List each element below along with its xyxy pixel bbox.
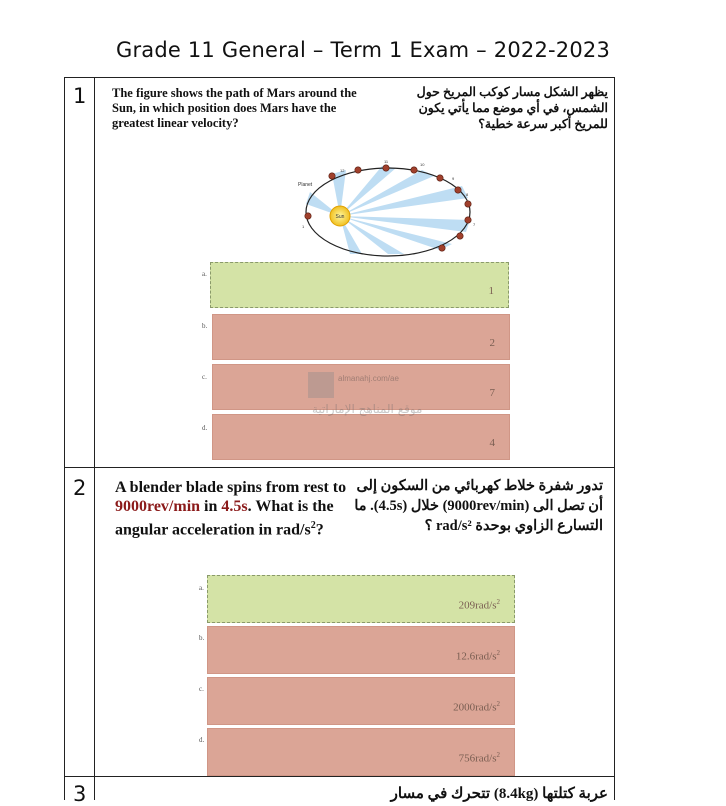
question-number: 3: [73, 782, 87, 806]
answer-option-d[interactable]: [207, 728, 515, 776]
mars-position-marker: [305, 213, 311, 219]
option-value-text: 209rad/s: [458, 600, 497, 612]
row-separator: [64, 776, 615, 777]
option-letter: b.: [202, 322, 208, 330]
answer-option-b[interactable]: [212, 314, 510, 360]
answer-option-c[interactable]: [207, 677, 515, 725]
question-text-part: . What is the angular acceleration in rad/s: [115, 498, 334, 539]
table-border-top: [64, 77, 615, 78]
watermark-text: almanahj.com/ae: [338, 374, 399, 383]
position-label: 10: [420, 162, 425, 167]
question-number: 2: [73, 476, 87, 500]
mars-position-marker: [465, 201, 471, 207]
question-highlight: 4.5s: [221, 498, 248, 515]
page-title: Grade 11 General – Term 1 Exam – 2022-2023: [115, 38, 611, 62]
question-highlight: 9000rev/min: [115, 498, 201, 515]
question-text-part: A blender blade spins from rest to: [115, 479, 347, 496]
superscript: 2: [496, 700, 500, 709]
answer-option-b[interactable]: [207, 626, 515, 674]
position-label: 8: [466, 192, 469, 197]
watermark-logo: [308, 372, 334, 398]
option-letter: d.: [202, 424, 208, 432]
table-border-divider: [94, 77, 95, 800]
position-label: 11: [384, 159, 389, 164]
superscript: 2: [496, 751, 500, 760]
question-text-ar: تدور شفرة خلاط كهربائي من السكون إلى أن تصل الى (9000rev/min) خلال (4.5s). ما التسارع الزاوي بوحدة rad/s² ؟: [354, 478, 603, 534]
superscript: 2: [496, 649, 500, 658]
answer-option-d[interactable]: [212, 414, 510, 460]
mars-position-marker: [411, 167, 417, 173]
option-letter: c.: [199, 685, 204, 693]
question-text-part: ?: [315, 521, 324, 539]
option-value: 2: [489, 337, 495, 349]
mars-position-marker: [455, 187, 461, 193]
option-value: 1: [488, 285, 494, 297]
option-letter: a.: [202, 270, 207, 278]
option-value: 7: [489, 387, 495, 399]
mars-position-marker: [383, 165, 389, 171]
option-letter: b.: [199, 634, 205, 642]
answer-option-a[interactable]: [210, 262, 509, 308]
answer-option-a[interactable]: [207, 575, 515, 623]
mars-position-marker: [329, 173, 335, 179]
sun-label: Sun: [335, 214, 345, 220]
question-text-part: in: [200, 498, 222, 515]
question-text-ar: عربة كتلتها (8.4kg) تتحرك في مسار: [390, 786, 608, 802]
mars-position-marker: [437, 175, 443, 181]
option-letter: c.: [202, 373, 207, 381]
option-value: [459, 598, 500, 612]
watermark-text: موقع المناهج الإماراتية: [312, 402, 423, 416]
mars-position-marker: [465, 217, 471, 223]
option-letter: d.: [199, 736, 205, 744]
option-value-text: 756rad/s: [458, 753, 497, 765]
superscript: 2: [310, 520, 316, 531]
option-value-text: 2000rad/s: [453, 702, 497, 714]
question-text-ar: يظهر الشكل مسار كوكب المريخ حول الشمس، في أي موضع مما يأتي يكون للمريخ أكبر سرعة خطية؟: [416, 85, 608, 131]
question-number: 1: [73, 84, 87, 108]
question-text-en: [115, 478, 355, 539]
question-text-en: The figure shows the path of Mars around the Sun, in which position does Mars have the greatest linear velocity?: [112, 86, 357, 130]
superscript: 2: [496, 598, 500, 607]
row-separator: [64, 467, 615, 468]
table-border-right: [614, 77, 615, 800]
position-label: 7: [473, 222, 476, 227]
mars-position-marker: [457, 233, 463, 239]
position-label: 12: [340, 168, 345, 173]
orbit-figure: [292, 158, 482, 258]
mars-position-marker: [439, 245, 445, 251]
option-value: [453, 700, 500, 714]
option-value-text: 12.6rad/s: [455, 651, 497, 663]
option-value: [456, 649, 500, 663]
option-value: [459, 751, 500, 765]
mars-position-marker: [355, 167, 361, 173]
table-border-left: [64, 77, 65, 800]
option-value: 4: [489, 437, 495, 449]
option-letter: a.: [199, 584, 204, 592]
planet-label: Planet: [298, 182, 313, 188]
position-label: 9: [452, 176, 455, 181]
position-label: 1: [302, 224, 305, 229]
